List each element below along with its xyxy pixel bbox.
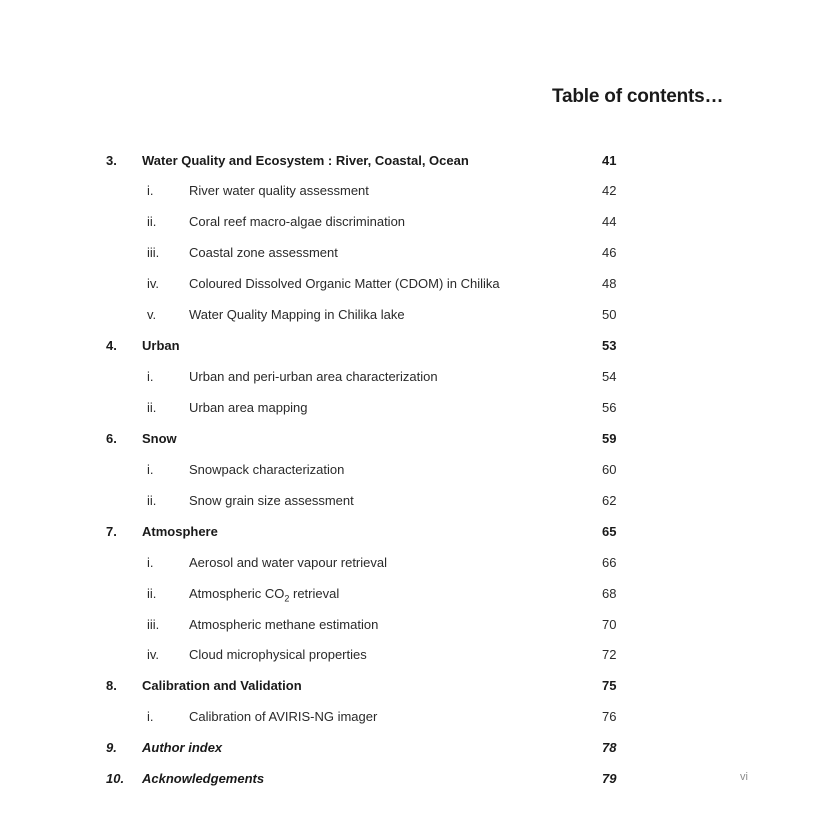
toc-number: 10.	[106, 771, 125, 786]
toc-title: Water Quality and Ecosystem : River, Coastal, Ocean	[142, 153, 469, 168]
toc-entry-aerosol[interactable]	[0, 553, 816, 573]
toc-title: Aerosol and water vapour retrieval	[189, 555, 387, 570]
toc-title: Urban	[142, 338, 180, 353]
toc-number: 8.	[106, 678, 117, 693]
toc-page: 65	[602, 524, 617, 539]
toc-title: Atmospheric methane estimation	[189, 617, 379, 632]
toc-number: iv.	[147, 647, 160, 662]
toc-section-water-quality[interactable]	[0, 151, 816, 171]
page-number: vi	[740, 771, 748, 783]
toc-page: 50	[602, 307, 617, 322]
toc-entry-chilika-mapping[interactable]	[0, 305, 816, 325]
toc-page: 42	[602, 183, 617, 198]
toc-title: Calibration of AVIRIS-NG imager	[189, 709, 378, 724]
page-title: Table of contents…	[552, 86, 724, 107]
toc-section-urban[interactable]	[0, 336, 816, 356]
toc-page: 62	[602, 493, 617, 508]
toc-title: Urban and peri-urban area characterization	[189, 369, 438, 384]
toc-number: ii.	[147, 493, 157, 508]
toc-section-author-index[interactable]	[0, 738, 816, 758]
toc-title	[189, 584, 339, 604]
toc-number: v.	[147, 307, 157, 322]
toc-title: Atmosphere	[142, 524, 218, 539]
toc-number: ii.	[147, 400, 157, 415]
toc-section-acknowledgements[interactable]	[0, 769, 816, 789]
toc-page: 79	[602, 771, 617, 786]
toc-page: 54	[602, 369, 617, 384]
toc-title: Snowpack characterization	[189, 462, 345, 477]
toc-title: Coastal zone assessment	[189, 245, 338, 260]
toc-number: ii.	[147, 214, 157, 229]
toc-number: i.	[147, 462, 154, 477]
toc-page: 68	[602, 586, 617, 601]
toc-number: i.	[147, 183, 154, 198]
toc-number: i.	[147, 555, 154, 570]
toc-title: Snow grain size assessment	[189, 493, 354, 508]
toc-page: 53	[602, 338, 617, 353]
toc-page: 78	[602, 740, 617, 755]
toc-section-calibration[interactable]	[0, 676, 816, 696]
toc-page: 41	[602, 153, 617, 168]
toc-page: 76	[602, 709, 617, 724]
toc-entry-urban-mapping[interactable]	[0, 398, 816, 418]
toc-title: Author index	[142, 740, 223, 755]
toc-title-subscript: 2	[284, 593, 290, 604]
toc-title: River water quality assessment	[189, 183, 369, 198]
toc-entry-coral-reef[interactable]	[0, 212, 816, 232]
toc-page: 44	[602, 214, 617, 229]
toc-page: 59	[602, 431, 617, 446]
toc-entry-aviris[interactable]	[0, 707, 816, 727]
toc-number: 6.	[106, 431, 117, 446]
toc-page: 75	[602, 678, 617, 693]
toc-title: Snow	[142, 431, 177, 446]
toc-entry-cdom[interactable]	[0, 274, 816, 294]
toc-entry-co2[interactable]	[0, 584, 816, 604]
toc-page: 46	[602, 245, 617, 260]
toc-section-snow[interactable]	[0, 429, 816, 449]
toc-page: 72	[602, 647, 617, 662]
toc-number: 3.	[106, 153, 117, 168]
toc-title: Coloured Dissolved Organic Matter (CDOM) in Chilika	[189, 276, 500, 291]
toc-title: Calibration and Validation	[142, 678, 302, 693]
toc-title: Cloud microphysical properties	[189, 647, 367, 662]
toc-page: 70	[602, 617, 617, 632]
toc-title: Water Quality Mapping in Chilika lake	[189, 307, 405, 322]
toc-title: Coral reef macro-algae discrimination	[189, 214, 406, 229]
toc-number: 7.	[106, 524, 117, 539]
toc-page: 48	[602, 276, 617, 291]
toc-entry-cloud[interactable]	[0, 645, 816, 665]
toc-page: 60	[602, 462, 617, 477]
toc-title: Urban area mapping	[189, 400, 308, 415]
toc-number: i.	[147, 369, 154, 384]
toc-number: 9.	[106, 740, 117, 755]
toc-page: 56	[602, 400, 617, 415]
toc-number: 4.	[106, 338, 117, 353]
toc-section-atmosphere[interactable]	[0, 522, 816, 542]
toc-entry-snowpack[interactable]	[0, 460, 816, 480]
toc-entry-river-water-quality[interactable]	[0, 181, 816, 201]
toc-title-prefix: Atmospheric CO	[189, 586, 285, 601]
toc-title: Acknowledgements	[142, 771, 265, 786]
toc-entry-coastal-zone[interactable]	[0, 243, 816, 263]
toc-entry-peri-urban[interactable]	[0, 367, 816, 387]
toc-entry-methane[interactable]	[0, 615, 816, 635]
toc-title-suffix: retrieval	[289, 586, 340, 601]
toc-number: i.	[147, 709, 154, 724]
toc-number: iv.	[147, 276, 160, 291]
toc-number: iii.	[147, 617, 160, 632]
toc-number: iii.	[147, 245, 160, 260]
toc-page: 66	[602, 555, 617, 570]
toc-entry-snow-grain[interactable]	[0, 491, 816, 511]
toc-number: ii.	[147, 586, 157, 601]
